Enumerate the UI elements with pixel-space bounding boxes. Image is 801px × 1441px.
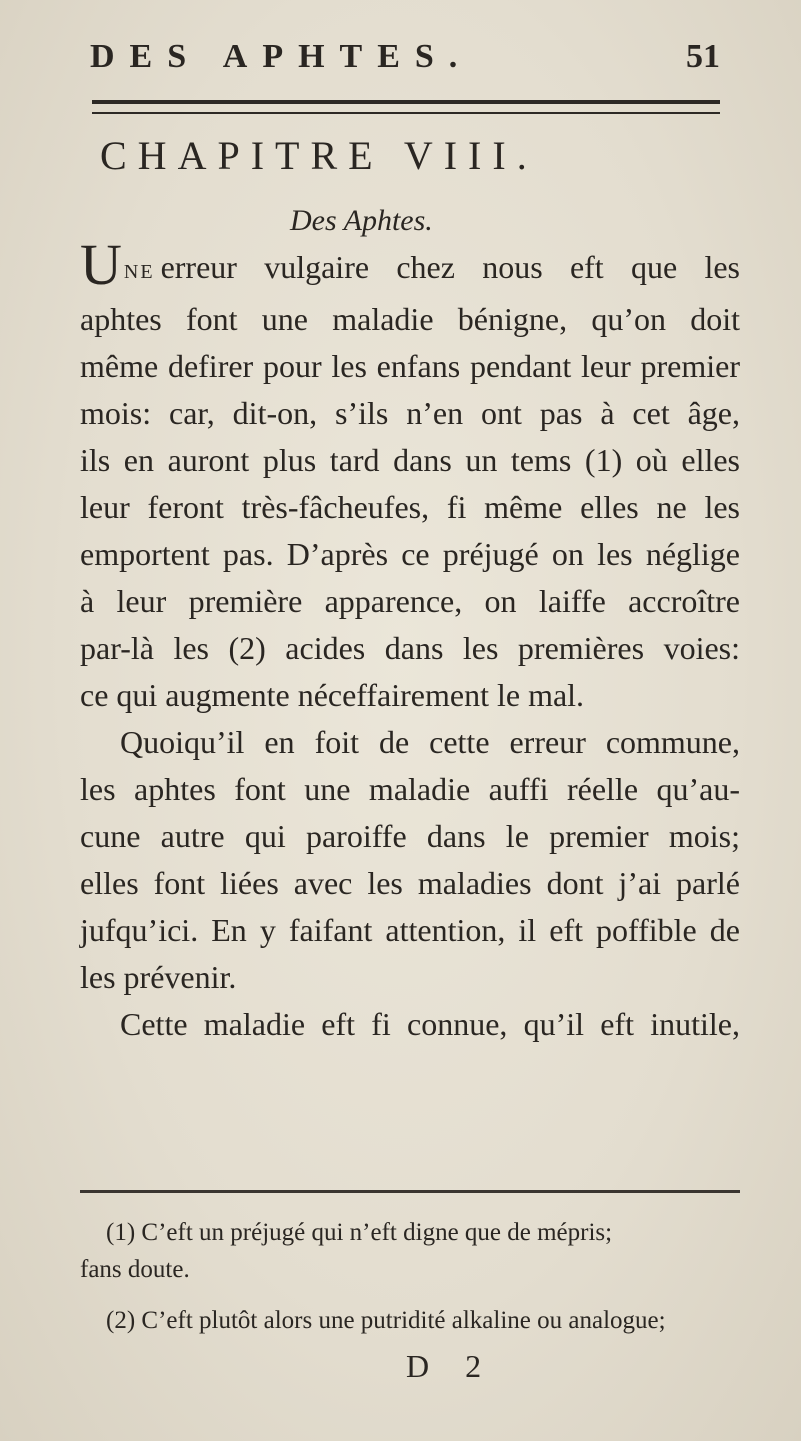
paragraph-line: cune autre qui paroiffe dans le premier mois; (80, 818, 740, 854)
paragraph-line: aphtes font une maladie bénigne, qu’on doit (80, 301, 740, 337)
paragraph-line: Quoiqu’il en foit de cette erreur commune, (120, 724, 740, 760)
paragraph-line: leur feront très-fâcheufes, fi même elles ne les (80, 489, 740, 525)
paragraph-line: les prévenir. (80, 959, 237, 995)
paragraph-line: emportent pas. D’après ce préjugé on les néglige (80, 536, 740, 572)
paragraph-line: par-là les (2) acides dans les premières voies: (80, 630, 740, 666)
paragraph-line: à leur première apparence, on laiffe accroître (80, 583, 740, 619)
page-number: 51 (686, 38, 720, 75)
signature-mark: D 2 (406, 1348, 496, 1384)
drop-cap-continuation: NE (123, 261, 155, 283)
paragraph-line: mois: car, dit-on, s’ils n’en ont pas à cet âge, (80, 395, 740, 431)
footnote-text: fans doute. (80, 1256, 190, 1283)
running-title: DES APHTES. (90, 38, 473, 75)
footnote-text: C’eft plutôt alors une putridité alkaline ou analogue; (141, 1307, 666, 1334)
paragraph-line (80, 232, 740, 297)
paragraph-line: les aphtes font une maladie auffi réelle qu’au- (80, 771, 740, 807)
chapter-title: CHAPITRE VIII. (100, 133, 538, 178)
footnote-rule (80, 1190, 740, 1193)
footnote-text: C’eft un préjugé qui n’eft digne que de mépris; (141, 1219, 613, 1246)
line-text: erreur vulgaire chez nous eft que les (160, 249, 740, 285)
paragraph-line: jufqu’ici. En y faifant attention, il eft poffible de (80, 912, 740, 948)
body-text (80, 232, 740, 1048)
paragraph-line: ils en auront plus tard dans un tems (1) où elles (80, 442, 740, 478)
footnotes (80, 1214, 740, 1353)
footnote-marker: (1) (106, 1219, 136, 1246)
paragraph-line: elles font liées avec les maladies dont j’ai parlé (80, 865, 740, 901)
paragraph-line: même defirer pour les enfans pendant leur premier (80, 348, 740, 384)
ornamental-rule (92, 100, 720, 114)
paragraph-line: ce qui augmente néceffairement le mal. (80, 677, 585, 713)
footnote-2 (80, 1302, 740, 1339)
drop-cap: U (80, 232, 122, 297)
chapter-subtitle: Des Aphtes. (290, 204, 433, 237)
footnote-marker: (2) (106, 1307, 136, 1334)
running-head (90, 38, 720, 82)
footnote-1 (80, 1214, 740, 1288)
paragraph-line: Cette maladie eft fi connue, qu’il eft inutile, (120, 1006, 740, 1042)
